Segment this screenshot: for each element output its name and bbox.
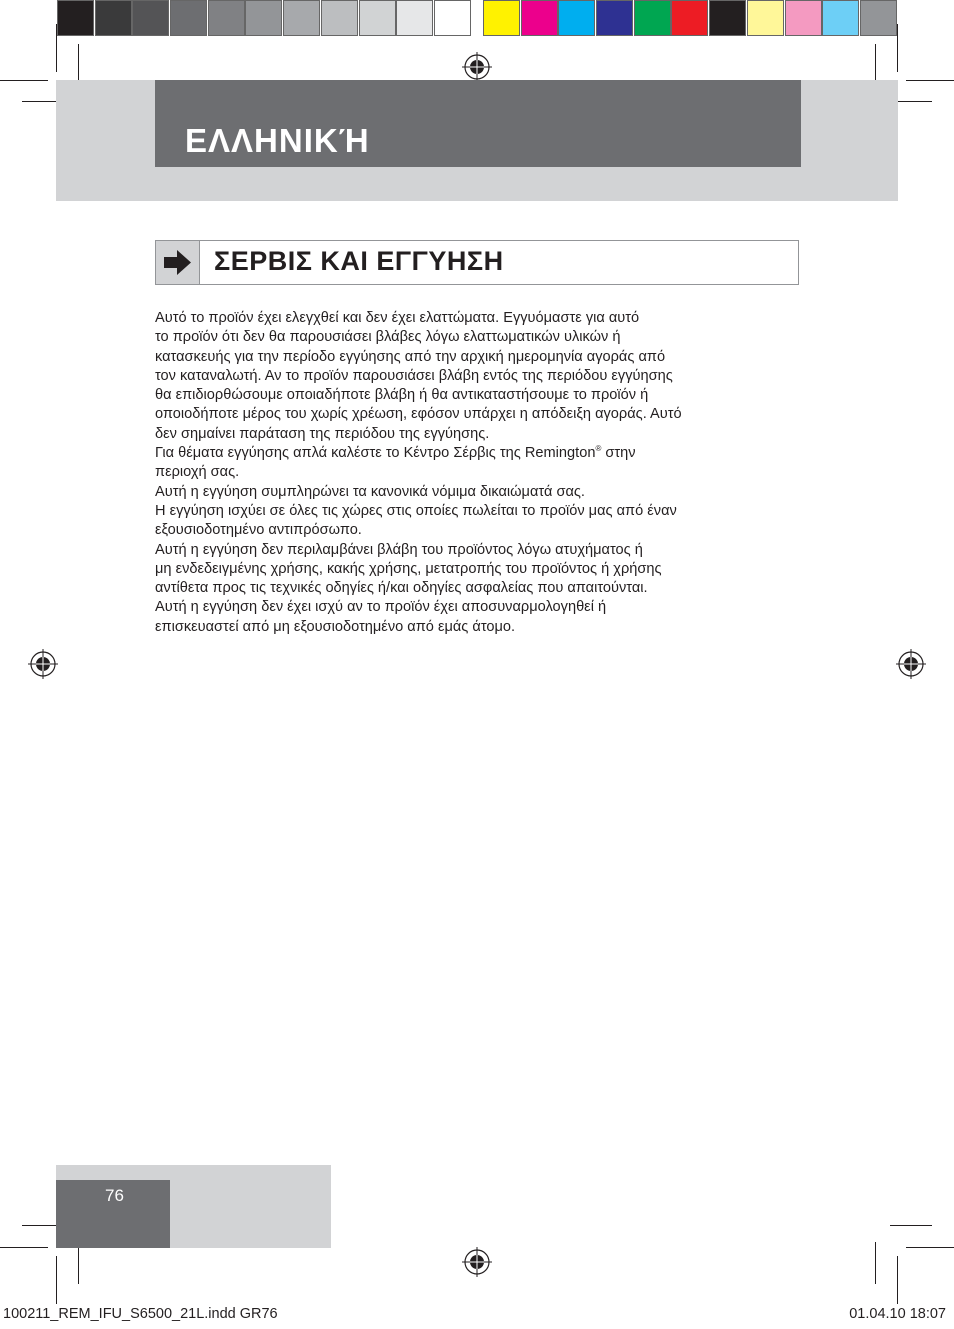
- text-line: εξουσιοδοτημένο αντιπρόσωπο.: [155, 522, 362, 539]
- color-swatch: [245, 0, 282, 36]
- text-line: δεν σημαίνει παράταση της περιόδου της εγγύησης.: [155, 425, 490, 442]
- color-swatch: [521, 0, 558, 36]
- text-line: θα επιδιορθώσουμε οποιαδήποτε βλάβη ή θα αντικαταστήσουμε το προϊόν ή: [155, 387, 649, 404]
- text-line: [155, 444, 805, 463]
- text-line: επισκευαστεί από μη εξουσιοδοτημένο από εμάς άτομο.: [155, 618, 516, 635]
- crop-mark: [0, 1247, 48, 1248]
- color-swatch: [396, 0, 433, 36]
- text-line: Η εγγύηση ισχύει σε όλες τις χώρες στις οποίες πωλείται το προϊόν μας από έναν: [155, 502, 677, 519]
- remington-text-end: στην: [601, 445, 636, 462]
- section-title: ΣΕΡΒΙΣ ΚΑΙ ΕΓΓΥΗΣΗ: [214, 246, 504, 276]
- color-swatch: [709, 0, 746, 36]
- crop-mark: [906, 80, 954, 81]
- color-swatch: [596, 0, 633, 36]
- grayscale-color-bar: [57, 0, 471, 38]
- text-line: αντίθετα προς τις τεχνικές οδηγίες ή/και οδηγίες ασφαλείας που απαιτούνται.: [155, 580, 648, 597]
- color-swatch: [57, 0, 94, 36]
- registered-mark: ®: [595, 444, 602, 454]
- registration-mark-icon: [28, 649, 58, 679]
- color-swatch: [434, 0, 471, 36]
- color-swatch: [747, 0, 784, 36]
- text-line: τον καταναλωτή. Αν το προϊόν παρουσιάσει βλάβη εντός της περιόδου εγγύησης: [155, 367, 673, 384]
- crop-mark: [56, 24, 57, 72]
- process-color-bar: [483, 0, 897, 38]
- registration-mark-icon: [462, 1247, 492, 1277]
- color-swatch: [822, 0, 859, 36]
- text-line: Αυτή η εγγύηση δεν περιλαμβάνει βλάβη του προϊόντος λόγω ατυχήματος ή: [155, 541, 643, 558]
- color-swatch: [208, 0, 245, 36]
- crop-mark: [0, 80, 48, 81]
- color-swatch: [359, 0, 396, 36]
- crop-mark: [890, 1225, 932, 1226]
- right-arrow-icon: [156, 241, 199, 284]
- color-swatch: [132, 0, 169, 36]
- arrow-box: [156, 241, 200, 284]
- color-swatch: [860, 0, 897, 36]
- color-swatch: [283, 0, 320, 36]
- color-swatch: [321, 0, 358, 36]
- text-line: Αυτή η εγγύηση συμπληρώνει τα κανονικά νόμιμα δικαιώματά σας.: [155, 483, 585, 500]
- crop-mark: [897, 24, 898, 72]
- page-title: ΕΛΛΗΝΙΚΉ: [185, 122, 370, 159]
- section-heading: [155, 240, 799, 285]
- text-line: Αυτό το προϊόν έχει ελεγχθεί και δεν έχει ελαττώματα. Εγγυόμαστε για αυτό: [155, 310, 640, 326]
- color-swatch: [483, 0, 520, 36]
- crop-mark: [56, 1256, 57, 1304]
- color-swatch: [634, 0, 671, 36]
- page-number: 76: [105, 1186, 124, 1205]
- registration-mark-icon: [462, 52, 492, 82]
- color-swatch: [558, 0, 595, 36]
- text-line: το προϊόν ότι δεν θα παρουσιάσει βλάβες λόγω ελαττωματικών υλικών ή: [155, 329, 621, 346]
- crop-mark: [875, 1242, 876, 1284]
- remington-text: Για θέματα εγγύησης απλά καλέστε το Κέντρο Σέρβις της Remington: [155, 445, 596, 462]
- text-line: κατασκευής για την περίοδο εγγύησης από την αρχική ημερομηνία αγοράς από: [155, 348, 666, 365]
- crop-mark: [897, 1256, 898, 1304]
- text-line: Αυτή η εγγύηση δεν έχει ισχύ αν το προϊόν έχει αποσυναρμολογηθεί ή: [155, 599, 607, 616]
- text-line: μη ενδεδειγμένης χρήσης, κακής χρήσης, μετατροπής του προϊόντος ή χρήσης: [155, 560, 662, 577]
- file-slug: 100211_REM_IFU_S6500_21L.indd GR76: [3, 1306, 278, 1322]
- warranty-text: [155, 309, 805, 637]
- color-swatch: [671, 0, 708, 36]
- crop-mark: [78, 1242, 79, 1284]
- date-slug: 01.04.10 18:07: [849, 1306, 946, 1322]
- crop-mark: [906, 1247, 954, 1248]
- text-line: οποιοδήποτε μέρος του χωρίς χρέωση, εφόσον υπάρχει η απόδειξη αγοράς. Αυτό: [155, 406, 682, 423]
- text-line: περιοχή σας.: [155, 464, 240, 481]
- color-swatch: [785, 0, 822, 36]
- color-swatch: [170, 0, 207, 36]
- registration-mark-icon: [896, 649, 926, 679]
- color-swatch: [95, 0, 132, 36]
